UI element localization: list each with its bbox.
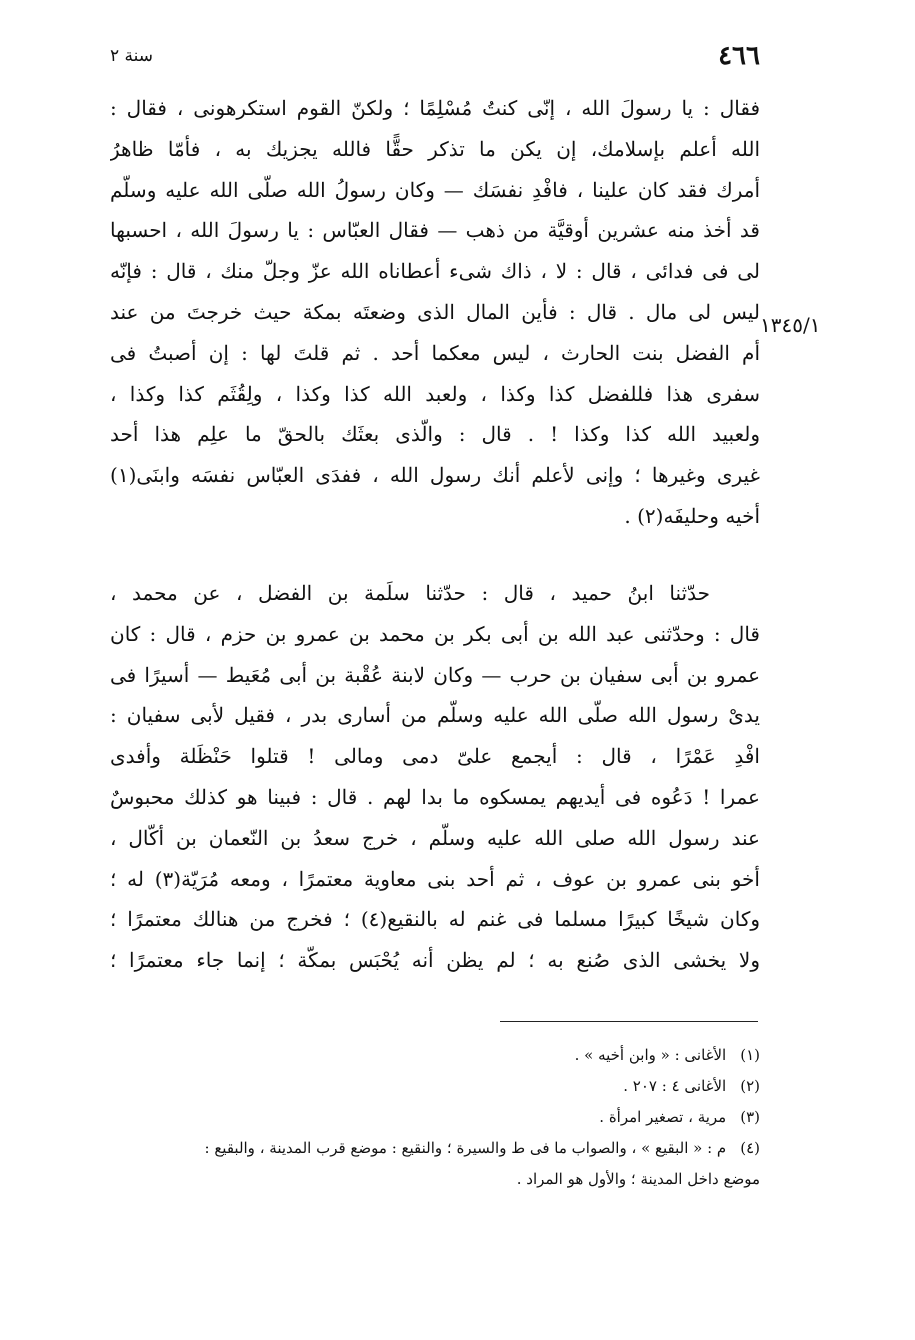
margin-reference: ١٣٤٥/١ bbox=[760, 313, 821, 337]
text-line: أمرك فقد كان علينا ، فافْدِ نفسَك — وكان رسولُ الله صلّى الله عليه وسلّم bbox=[110, 177, 760, 202]
text-line: عند رسول الله صلى الله عليه وسلّم ، خرج سعدُ بن النّعمان بن أكّال ، bbox=[110, 825, 760, 850]
footnote-text: مرية ، تصغير امرأة . bbox=[599, 1108, 727, 1126]
text-line: أم الفضل بنت الحارث ، ليس معكما أحد . ثم قلتَ لها : إن أصبتُ فى bbox=[110, 340, 760, 365]
text-line: سفرى هذا فللفضل كذا وكذا ، ولعبد الله كذا وكذا ، ولِقُثَم كذا وكذا ، bbox=[110, 381, 760, 406]
text-line: ولا يخشى الذى صُنع به ؛ لم يظن أنه يُحْبَس بمكّة ؛ إنما جاء معتمرًا ؛ bbox=[110, 948, 760, 973]
footnote-continuation: موضع داخل المدينة ؛ والأول هو المراد . bbox=[516, 1170, 760, 1188]
text-line: افْدِ عَمْرًا ، قال : أيجمع علىّ دمى ومالى ! قتلوا حَنْظَلة وأفدى bbox=[110, 744, 760, 769]
text-line: أخيه وحليفَه(٢) . bbox=[624, 503, 760, 528]
footnote-text: الأغانى : « وابن أخيه » . bbox=[574, 1046, 727, 1064]
footnote bbox=[110, 1133, 760, 1164]
text-line: ولعبيد الله كذا وكذا ! . قال : والّذى بعثَك بالحقّ ما علِم هذا أحد bbox=[110, 422, 760, 447]
paragraph-2 bbox=[110, 573, 760, 981]
text-line: قد أخذ منه عشرين أوقيَّة من ذهب — فقال العبّاس : يا رسولَ الله ، احسبها bbox=[110, 218, 760, 243]
footnote-number: (٢) bbox=[740, 1077, 760, 1095]
text-line: عمرا ! دَعُوه فى أيديهم يمسكوه ما بدا لهم . قال : فبينا هو كذلك محبوسٌ bbox=[110, 784, 760, 809]
text-line: وكان شيخًا كبيرًا مسلما فى غنم له بالنقيع(٤) ؛ فخرج من هنالك معتمرًا ؛ bbox=[110, 907, 760, 932]
footnote-text: الأغانى ٤ : ٢٠٧ . bbox=[623, 1077, 727, 1095]
footnote-number: (١) bbox=[740, 1046, 760, 1064]
footnote-text: م : « البقيع » ، والصواب ما فى ط والسيرة ؛ والنقيع : موضع قرب المدينة ، والبقيع : bbox=[204, 1139, 727, 1157]
text-line: الله أعلم بإسلامك، إن يكن ما تذكر حقًّا فالله يجزيك به ، فأمّا ظاهرُ bbox=[110, 136, 760, 161]
year-label: سنة ٢ bbox=[110, 46, 154, 66]
text-line: حدّثنا ابنُ حميد ، قال : حدّثنا سلَمة بن الفضل ، عن محمد ، bbox=[110, 581, 710, 605]
text-line: يدىْ رسول الله صلّى الله عليه وسلّم من أسارى بدر ، فقيل لأبى سفيان : bbox=[110, 703, 760, 728]
paragraph-1 bbox=[110, 88, 760, 537]
text-line: أخو بنى عمرو بن عوف ، ثم أحد بنى معاوية معتمرًا ، ومعه مُرَيّة(٣) له ؛ bbox=[110, 866, 760, 891]
footnote bbox=[110, 1102, 760, 1133]
running-head bbox=[110, 36, 760, 76]
footnotes bbox=[110, 1040, 760, 1195]
page-number: ٤٦٦ bbox=[718, 41, 760, 71]
text-line: قال : وحدّثنى عبد الله بن أبى بكر بن محمد بن عمرو بن حزم ، قال : كان bbox=[110, 621, 760, 646]
footnote bbox=[110, 1071, 760, 1102]
text-line: ليس لى مال . قال : فأين المال الذى وضعتَه بمكة حيث خرجتَ من عند bbox=[110, 299, 760, 324]
text-line: عمرو بن أبى سفيان بن حرب — وكان لابنة عُقْبة بن أبى مُعَيط — أسيرًا فى bbox=[110, 662, 760, 687]
text-line: فقال : يا رسولَ الله ، إنّى كنتُ مُسْلِمًا ؛ ولكنّ القوم استكرهونى ، فقال : bbox=[110, 96, 760, 120]
footnote bbox=[110, 1040, 760, 1071]
text-line: لى فى فدائى ، قال : لا ، ذاك شىء أعطاناه الله عزّ وجلّ منك ، قال : فإنّه bbox=[110, 259, 760, 284]
text-line: غيرى وغيرها ؛ وإنى لأعلم أنك رسول الله ، ففدَى العبّاس نفسَه وابنَى(١) bbox=[110, 463, 760, 488]
footnote-separator bbox=[500, 1021, 758, 1022]
footnote-number: (٤) bbox=[740, 1139, 760, 1157]
footnote-number: (٣) bbox=[740, 1108, 760, 1126]
